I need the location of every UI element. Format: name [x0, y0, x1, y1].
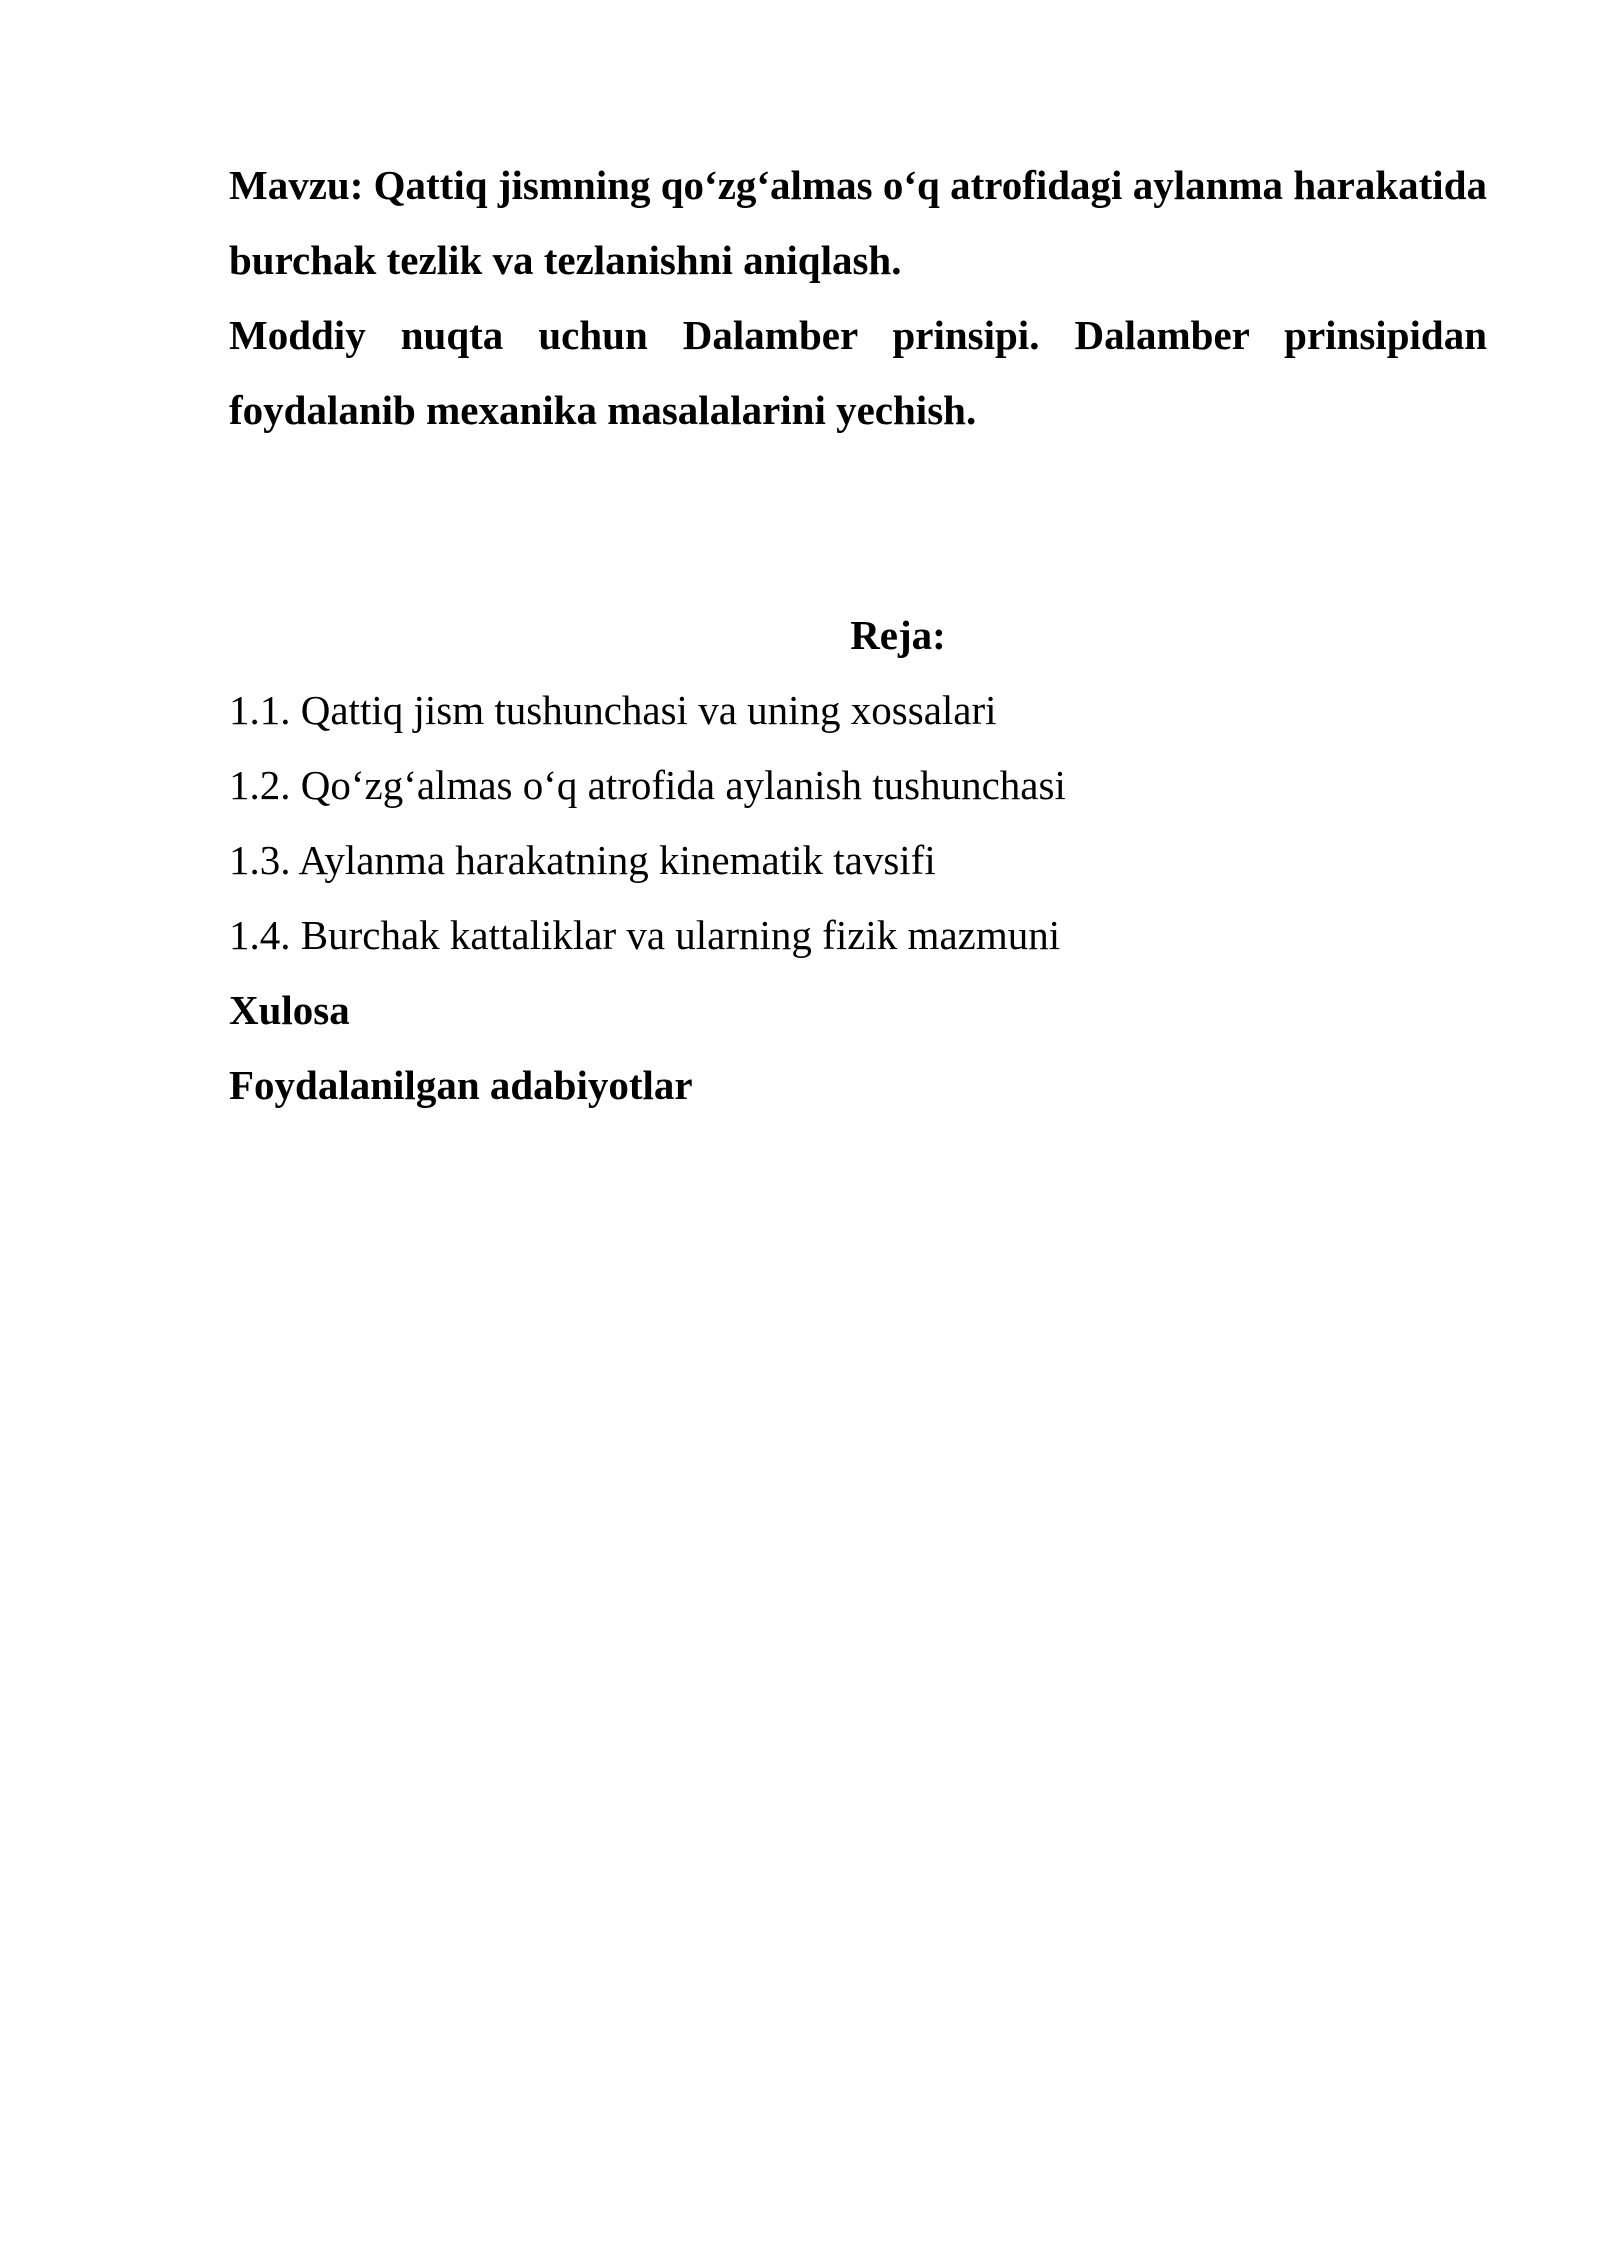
topic-paragraph-1: Mavzu: Qattiq jismning qo‘zg‘almas o‘q atrofidagi aylanma harakatida burchak tezlik va tezlanishni aniqlash.: [229, 162, 1487, 283]
plan-item-4: 1.4. Burchak kattaliklar va ularning fizik mazmuni: [229, 912, 1061, 958]
plan-references: Foydalanilgan adabiyotlar: [229, 1062, 693, 1108]
plan-conclusion: Xulosa: [229, 987, 350, 1033]
plan-item-3: 1.3. Aylanma harakatning kinematik tavsifi: [229, 837, 936, 883]
vertical-spacer: [229, 448, 1487, 598]
plan-heading: Reja:: [850, 612, 946, 658]
plan-item-1: 1.1. Qattiq jism tushunchasi va uning xossalari: [229, 687, 997, 733]
plan-item-2: 1.2. Qo‘zg‘almas o‘q atrofida aylanish tushunchasi: [229, 762, 1066, 808]
topic-paragraph-2: Moddiy nuqta uchun Dalamber prinsipi. Dalamber prinsipidan foydalanib mexanika masalalarini yechish.: [229, 312, 1487, 433]
document-body: [229, 148, 1487, 1123]
